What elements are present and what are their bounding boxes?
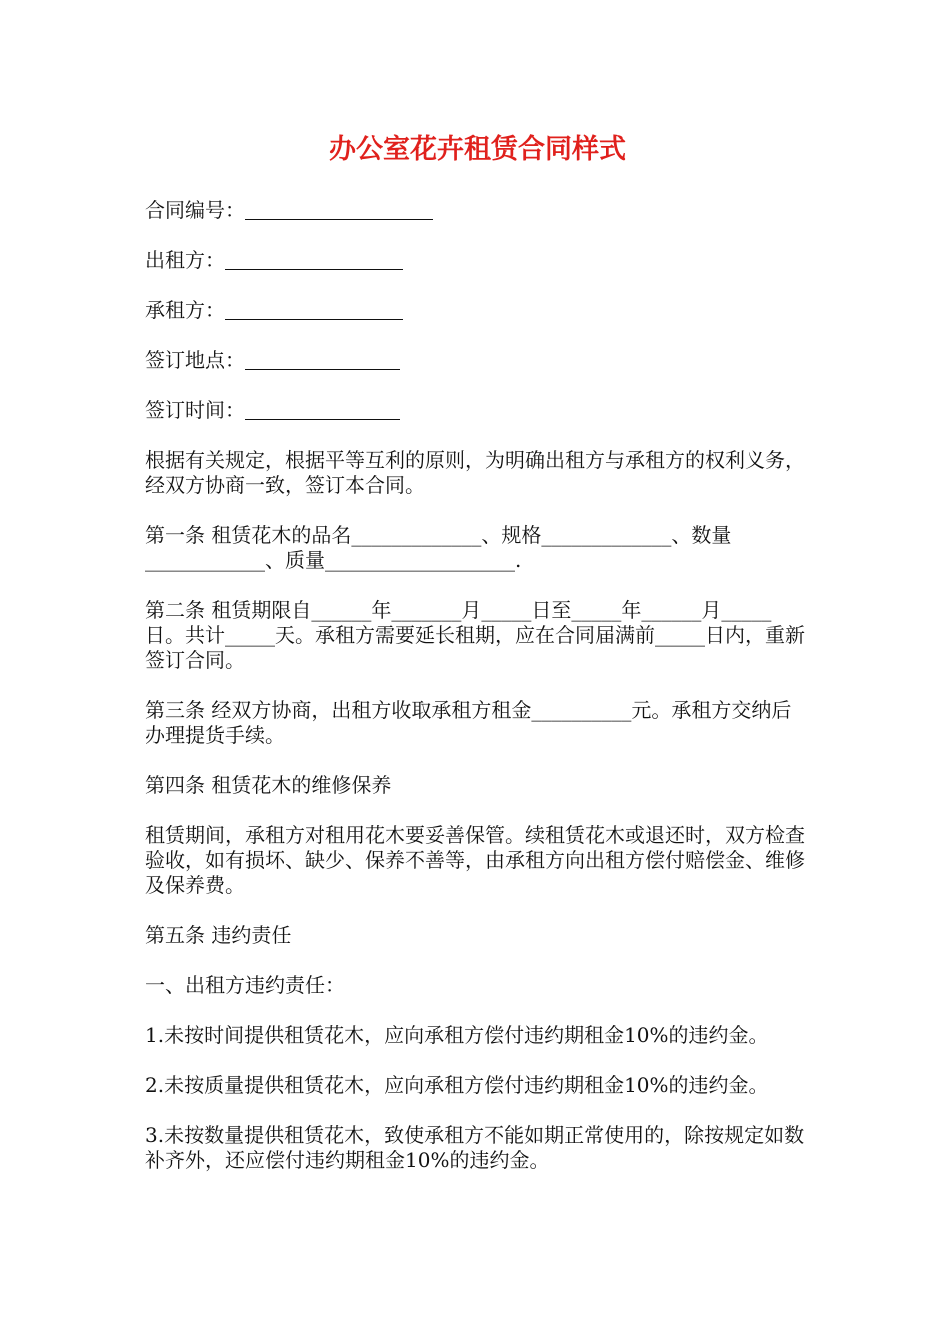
article-5-item-3: 3.未按数量提供租赁花木，致使承租方不能如期正常使用的，除按规定如数补齐外，还应偿付违约期租金10%的违约金。 xyxy=(145,1123,805,1172)
lessee-field xyxy=(145,298,810,323)
contract-number-field xyxy=(145,198,810,223)
fill-in-blank xyxy=(225,249,403,270)
article-5-item-1: 1.未按时间提供租赁花木，应向承租方偿付违约期租金10%的违约金。 xyxy=(145,1023,769,1047)
field-label: 签订地点： xyxy=(145,348,245,372)
field-label: 合同编号： xyxy=(145,198,245,222)
signing-time-field xyxy=(145,398,810,423)
contract-page xyxy=(145,132,810,1198)
field-label: 签订时间： xyxy=(145,398,245,422)
field-label: 出租方： xyxy=(145,248,225,272)
fill-in-blank xyxy=(225,299,403,320)
article-5-item-2: 2.未按质量提供租赁花木，应向承租方偿付违约期租金10%的违约金。 xyxy=(145,1073,769,1097)
fill-in-blank xyxy=(245,199,433,220)
article-5-title: 第五条 违约责任 xyxy=(145,923,292,947)
lessor-field xyxy=(145,248,810,273)
fill-in-blank xyxy=(245,399,400,420)
article-4-body: 租赁期间，承租方对租用花木要妥善保管。续租赁花木或退还时，双方检查验收，如有损坏、缺少、保养不善等，由承租方向出租方偿付赔偿金、维修及保养费。 xyxy=(145,823,805,897)
document-title: 办公室花卉租赁合同样式 xyxy=(329,134,626,165)
article-5-subheading: 一、出租方违约责任： xyxy=(145,973,345,997)
article-2: 第二条 租赁期限自______年_______月_____日至_____年______月_____日。共计_____天。承租方需要延长租期，应在合同届满前_____日内，重新签订合同。 xyxy=(145,598,805,672)
fill-in-blank xyxy=(245,349,400,370)
intro-paragraph: 根据有关规定，根据平等互利的原则，为明确出租方与承租方的权利义务，经双方协商一致，签订本合同。 xyxy=(145,448,805,497)
article-3: 第三条 经双方协商，出租方收取承租方租金__________元。承租方交纳后办理提货手续。 xyxy=(145,698,792,747)
article-4-title: 第四条 租赁花木的维修保养 xyxy=(145,773,392,797)
signing-place-field xyxy=(145,348,810,373)
article-1: 第一条 租赁花木的品名_____________、规格_____________、数量____________、质量___________________. xyxy=(145,523,732,572)
field-label: 承租方： xyxy=(145,298,225,322)
